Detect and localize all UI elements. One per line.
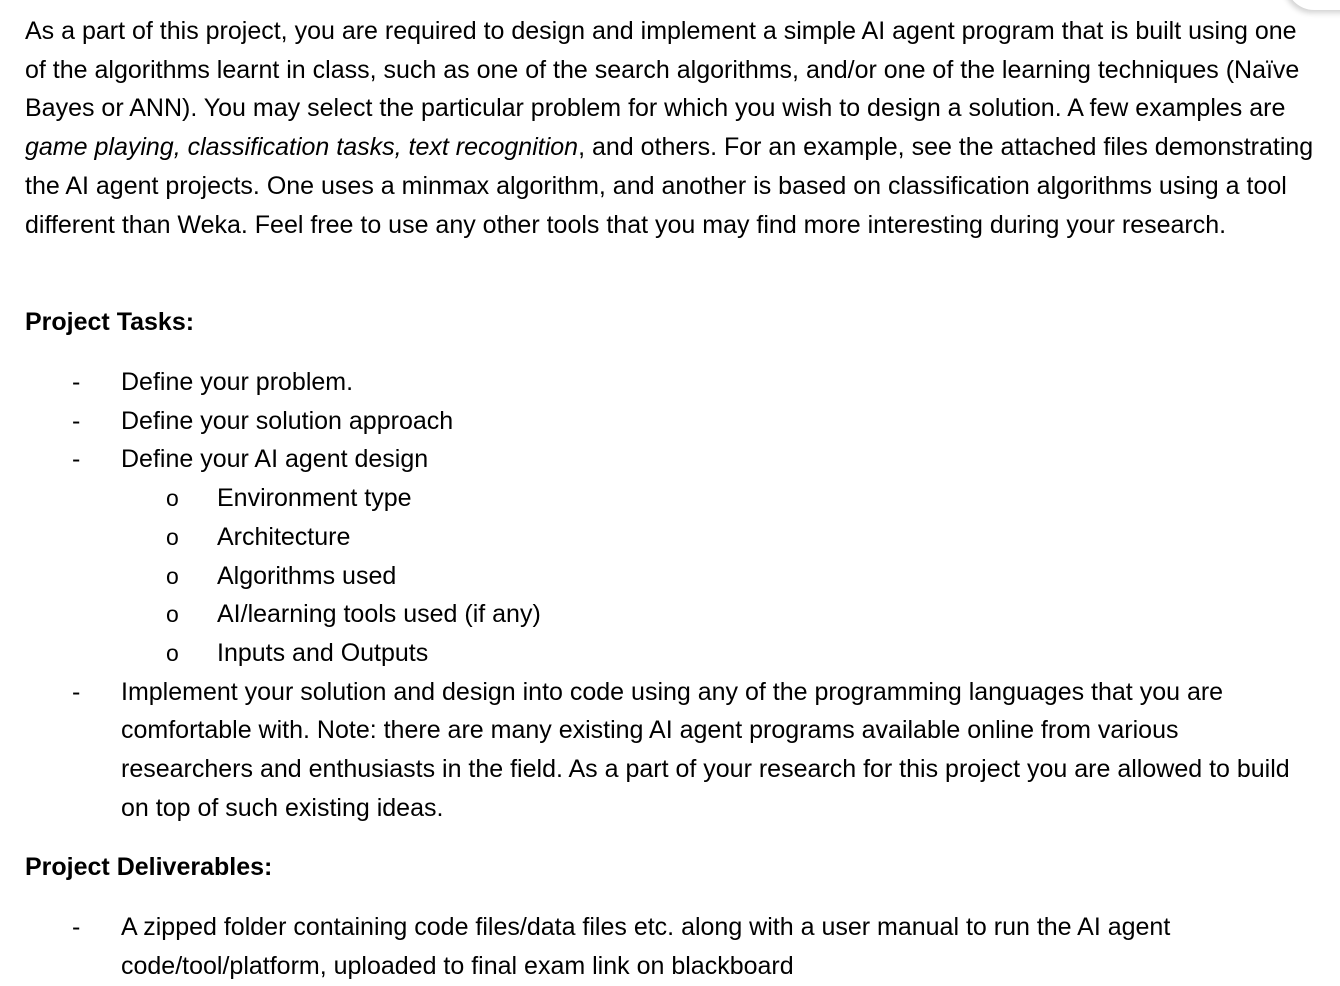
sub-list-item <box>0 518 1291 557</box>
list-item <box>0 673 1291 828</box>
task-define-problem: Define your problem. <box>121 368 354 396</box>
sub-list-item <box>0 479 1291 518</box>
sub-inputs-outputs: Inputs and Outputs <box>217 638 429 667</box>
project-tasks-heading: Project Tasks: <box>25 308 195 336</box>
list-item <box>0 402 1291 441</box>
dash-bullet: - <box>72 368 81 396</box>
sub-architecture: Architecture <box>217 522 351 551</box>
sub-list-item <box>0 634 1291 673</box>
sub-environment-type: Environment type <box>217 484 412 513</box>
dash-bullet: - <box>72 406 81 435</box>
list-item <box>0 363 1291 402</box>
intro-paragraph <box>25 12 1315 244</box>
deliverable-zipped-folder: A zipped folder containing code files/data files etc. along with a user manual to run the AI agent code/tool/platform, uploaded to final exam link on blackboard <box>121 913 1171 980</box>
circle-bullet: o <box>166 639 179 666</box>
dash-bullet: - <box>72 445 81 474</box>
task-define-solution: Define your solution approach <box>121 406 454 435</box>
dash-bullet: - <box>72 913 81 941</box>
sub-algorithms-used: Algorithms used <box>217 561 397 590</box>
sub-list-item <box>0 595 1291 634</box>
sub-list-item <box>0 557 1291 596</box>
intro-text-part2: , and others. For an example, see the attached files demonstrating the AI agent projects. One uses a minmax algorithm, and another is based on classification algorithms using a tool different than Weka. Feel free to use any other tools that you may find more interesting during your research. <box>25 133 1314 239</box>
intro-text-part1: As a part of this project, you are required to design and implement a simple AI agent program that is built using one of the algorithms learnt in class, such as one of the search algorithms, and/or one of the learning techniques (Naïve Bayes or ANN). You may select the particular problem for which you wish to design a solution. A few examples are <box>25 17 1300 123</box>
list-item <box>0 440 1291 479</box>
intro-examples-italic: game playing, classification tasks, text recognition <box>25 133 579 162</box>
circle-bullet: o <box>166 601 179 628</box>
project-deliverables-heading: Project Deliverables: <box>25 853 273 881</box>
task-implement-solution: Implement your solution and design into code using any of the programming languages that you are comfortable with. Note: there are many existing AI agent programs available online from various researchers and enthusiasts in the field. As a part of your research for this project you are allowed to build on top of such existing ideas. <box>121 677 1290 822</box>
sub-learning-tools: AI/learning tools used (if any) <box>217 600 541 629</box>
list-item <box>0 908 1291 985</box>
dash-bullet: - <box>72 677 81 706</box>
task-define-agent-design: Define your AI agent design <box>121 445 429 474</box>
circle-bullet: o <box>166 562 179 589</box>
project-deliverables-list <box>0 908 1291 985</box>
circle-bullet: o <box>166 485 179 512</box>
project-tasks-list <box>0 363 1291 827</box>
page-corner-shadow <box>1286 0 1340 10</box>
circle-bullet: o <box>166 523 179 550</box>
